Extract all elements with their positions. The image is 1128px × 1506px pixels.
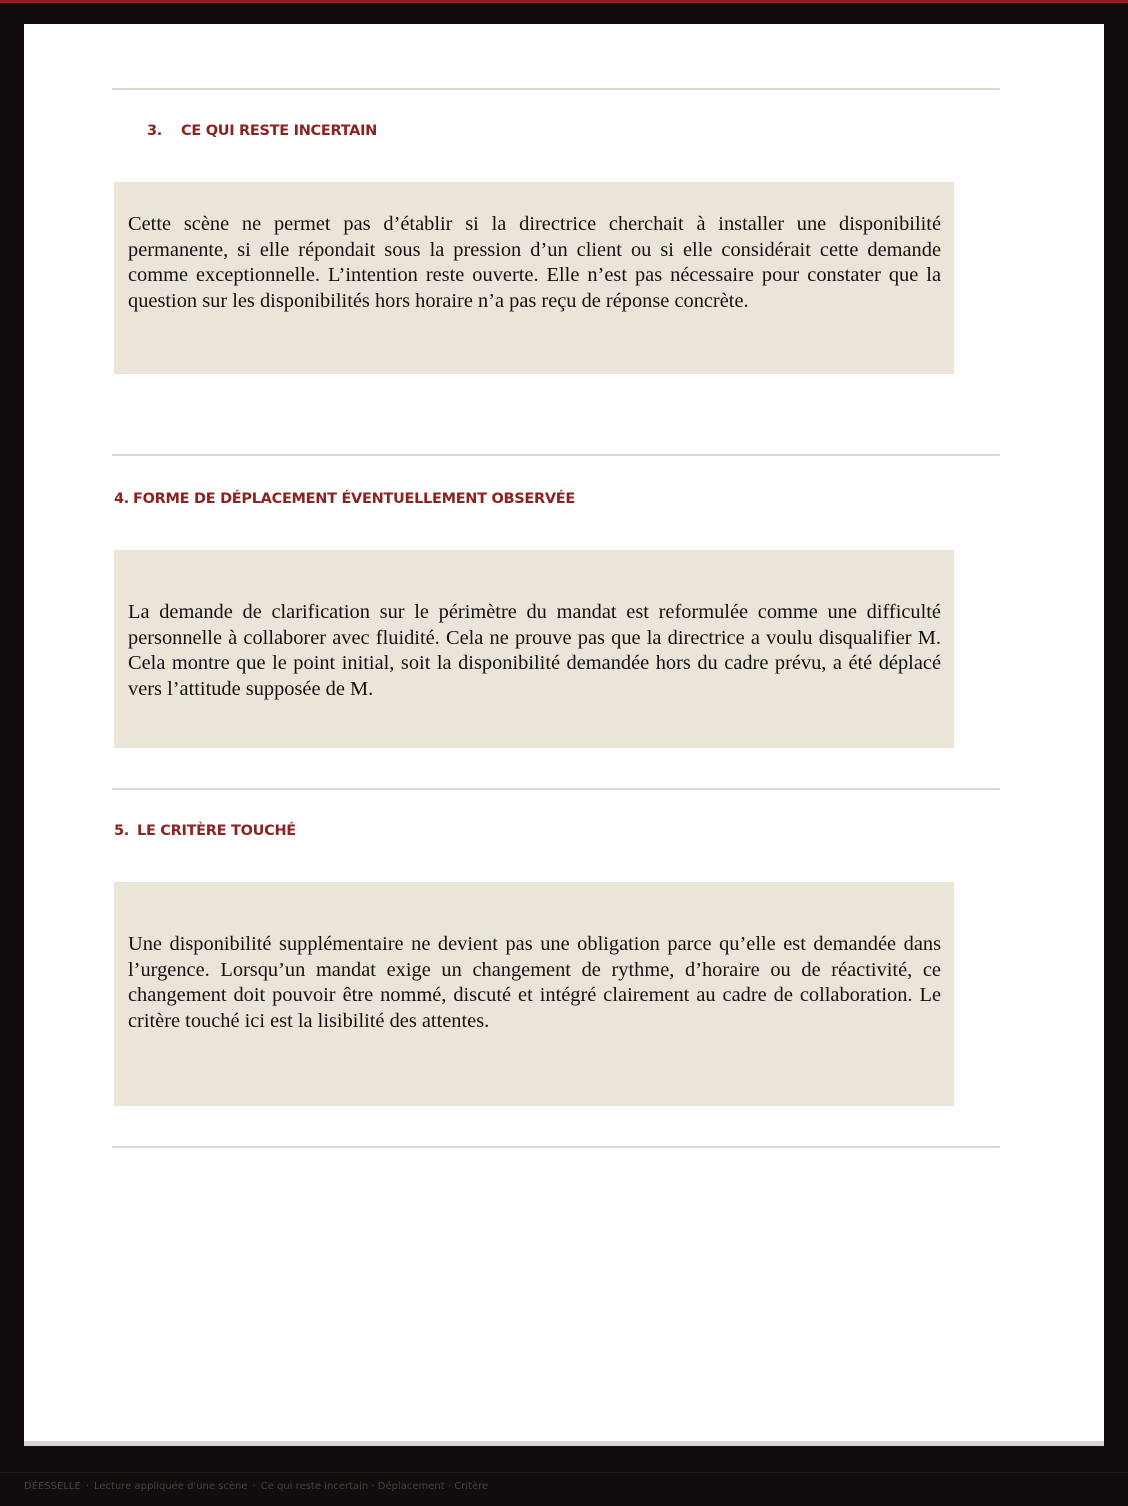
section-divider (112, 788, 1000, 790)
footer-brand: DÉESSELLE (24, 1481, 81, 1492)
footer-section-list: Ce qui reste incertain · Déplacement · Critère (260, 1481, 489, 1492)
footer-divider (0, 1472, 1128, 1473)
section-4-heading (114, 491, 575, 507)
top-accent-bar (0, 0, 1128, 3)
section-3-heading (147, 123, 377, 139)
footer-document-title: Lecture appliquée d'une scène (94, 1481, 248, 1492)
document-page (24, 24, 1104, 1441)
section-5-text-box (114, 882, 954, 1106)
section-3-body: Cette scène ne permet pas d’établir si la directrice cherchait à installer une disponibilité permanente, si elle répondait sous la pression d’un client ou si elle considérait cette demande comme exceptionnelle. L’intention reste ouverte. Elle n’est pas nécessaire pour constater que la question sur les disponibilités hors horaire n’a pas reçu de réponse concrète. (128, 213, 941, 312)
section-3-title: CE QUI RESTE INCERTAIN (181, 123, 378, 139)
section-5-title: LE CRITÈRE TOUCHÉ (137, 823, 296, 839)
section-divider (112, 88, 1000, 90)
section-5-number: 5. (114, 823, 129, 839)
section-3-text-box (114, 182, 954, 374)
section-divider (112, 454, 1000, 456)
footer-separator: · (252, 1481, 256, 1492)
section-3-number: 3. (147, 123, 162, 139)
section-divider (112, 1146, 1000, 1148)
section-5-body: Une disponibilité supplémentaire ne devient pas une obligation parce qu’elle est demandée dans l’urgence. Lorsqu’un mandat exige un changement de rythme, d’horaire ou de réactivité, ce changement doit pouvoir être nommé, discuté et intégré clairement au cadre de collaboration. Le critère touché ici est la lisibilité des attentes. (128, 933, 941, 1032)
footer-separator: · (85, 1481, 89, 1492)
page-bottom-edge (24, 1441, 1104, 1446)
section-5-heading (114, 823, 296, 839)
section-4-number: 4. (114, 491, 129, 507)
section-4-title: FORME DE DÉPLACEMENT ÉVENTUELLEMENT OBSERVÉE (133, 491, 576, 507)
footer (24, 1481, 488, 1492)
section-4-text-box (114, 550, 954, 748)
section-4-body: La demande de clarification sur le périmètre du mandat est reformulée comme une difficulté personnelle à collaborer avec fluidité. Cela ne prouve pas que la directrice a voulu disqualifier M. Cela montre que le point initial, soit la disponibilité demandée hors du cadre prévu, a été déplacé vers l’attitude supposée de M. (128, 601, 941, 700)
